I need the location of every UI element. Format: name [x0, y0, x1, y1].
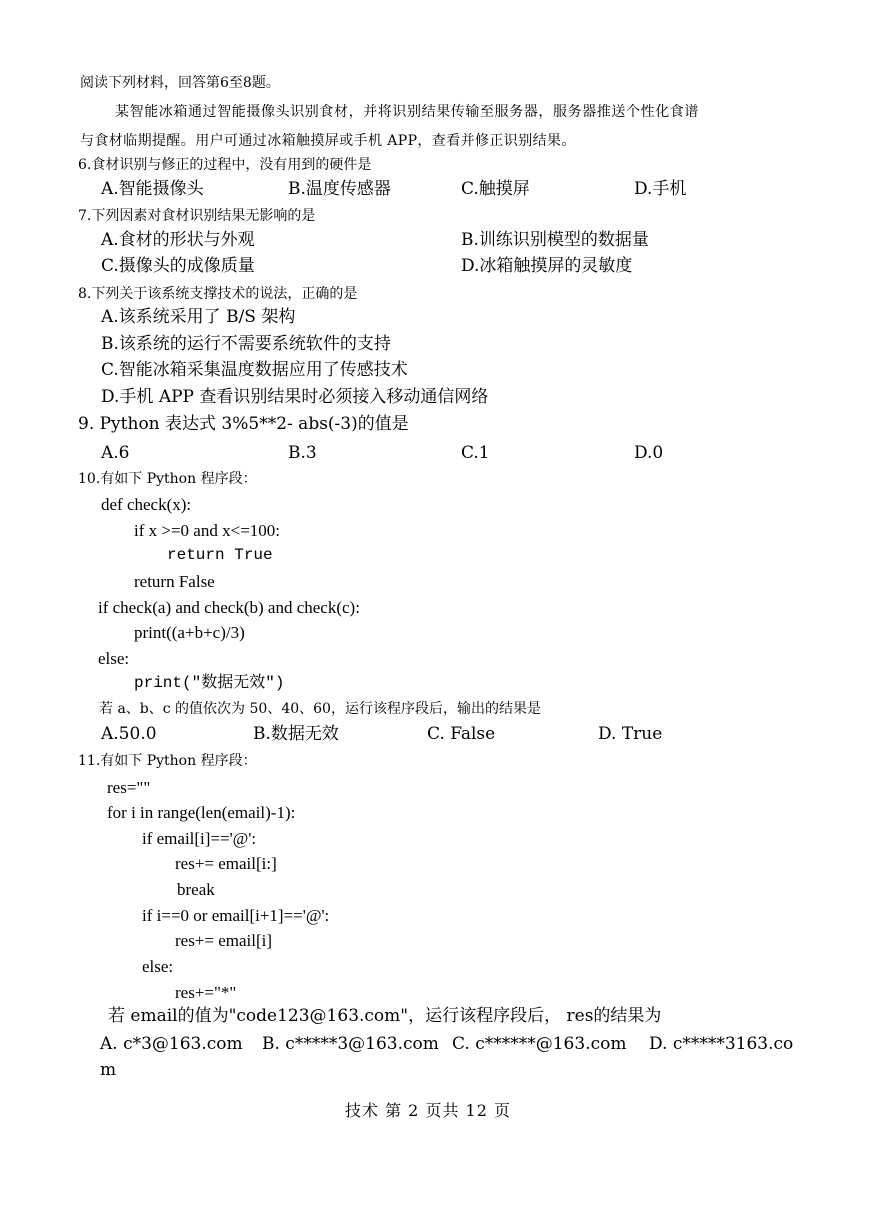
code-line: break: [177, 880, 215, 899]
question-11-option-d: D. c*****3163.co: [649, 1034, 794, 1054]
code-line: res+="*": [175, 983, 237, 1002]
code-line: if i==0 or email[i+1]=='@':: [142, 906, 330, 925]
question-6-option-b: B.温度传感器: [288, 179, 391, 199]
code-line: return True: [167, 546, 273, 564]
page-footer: 技术 第 2 页共 12 页: [345, 1101, 511, 1120]
code-line: def check(x):: [101, 495, 192, 514]
question-7-option-c: C.摄像头的成像质量: [101, 256, 255, 276]
question-7-stem: 7.下列因素对食材识别结果无影响的是: [78, 208, 316, 224]
question-6-option-c: C.触摸屏: [461, 179, 530, 199]
question-11-option-c: C. c******@163.com: [452, 1034, 627, 1054]
code-line: print((a+b+c)/3): [134, 623, 245, 642]
question-7-option-a: A.食材的形状与外观: [101, 230, 255, 250]
question-11-option-a: A. c*3@163.com: [100, 1034, 243, 1054]
question-10-option-d: D. True: [598, 724, 663, 744]
question-9-option-d: D.0: [634, 443, 664, 463]
question-8-option-d: D.手机 APP 查看识别结果时必须接入移动通信网络: [101, 387, 489, 407]
code-line: res+= email[i:]: [175, 854, 277, 873]
question-10-stem: 10.有如下 Python 程序段：: [78, 471, 257, 487]
question-7-option-b: B.训练识别模型的数据量: [461, 230, 649, 250]
question-9-option-a: A.6: [101, 443, 130, 463]
question-9-option-b: B.3: [288, 443, 317, 463]
code-line: if email[i]=='@':: [142, 829, 257, 848]
question-8-stem: 8.下列关于该系统支撑技术的说法，正确的是: [78, 286, 358, 302]
question-11-stem: 11.有如下 Python 程序段：: [78, 753, 257, 769]
code-line: for i in range(len(email)-1):: [107, 803, 296, 822]
question-7-option-d: D.冰箱触摸屏的灵敏度: [461, 256, 633, 276]
question-6-option-a: A.智能摄像头: [101, 179, 204, 199]
question-8-option-a: A.该系统采用了 B/S 架构: [101, 307, 296, 327]
code-line: print("数据无效"): [134, 674, 285, 692]
question-11-question: 若 email的值为"code123@163.com"，运行该程序段后， res的结果为: [108, 1006, 662, 1026]
question-6-option-d: D.手机: [634, 179, 687, 199]
question-9-option-c: C.1: [461, 443, 490, 463]
question-10-question: 若 a、b、c 的值依次为 50、40、60，运行该程序段后，输出的结果是: [99, 701, 541, 717]
material-paragraph-line2: 与食材临期提醒。用户可通过冰箱触摸屏或手机 APP，查看并修正识别结果。: [80, 133, 576, 149]
material-lead: 阅读下列材料，回答第6至8题。: [80, 75, 280, 91]
material-paragraph-line1: 某智能冰箱通过智能摄像头识别食材，并将识别结果传输至服务器，服务器推送个性化食谱: [115, 104, 699, 120]
code-line: if x >=0 and x<=100:: [134, 521, 281, 540]
question-10-option-b: B.数据无效: [253, 724, 339, 744]
question-8-option-b: B.该系统的运行不需要系统软件的支持: [101, 334, 391, 354]
question-9-stem: 9. Python 表达式 3%5**2- abs(-3)的值是: [78, 414, 409, 434]
question-10-option-a: A.50.0: [101, 724, 157, 744]
code-line: else:: [98, 649, 130, 668]
question-11-option-d-wrap: m: [100, 1060, 117, 1080]
code-line: return False: [134, 572, 215, 591]
question-8-option-c: C.智能冰箱采集温度数据应用了传感技术: [101, 360, 408, 380]
code-line: else:: [142, 957, 174, 976]
question-11-option-b: B. c*****3@163.com: [262, 1034, 439, 1054]
question-6-stem: 6.食材识别与修正的过程中，没有用到的硬件是: [78, 157, 372, 173]
question-10-option-c: C. False: [427, 724, 496, 744]
code-line: if check(a) and check(b) and check(c):: [98, 598, 360, 617]
code-line: res="": [107, 778, 151, 797]
code-line: res+= email[i]: [175, 931, 273, 950]
